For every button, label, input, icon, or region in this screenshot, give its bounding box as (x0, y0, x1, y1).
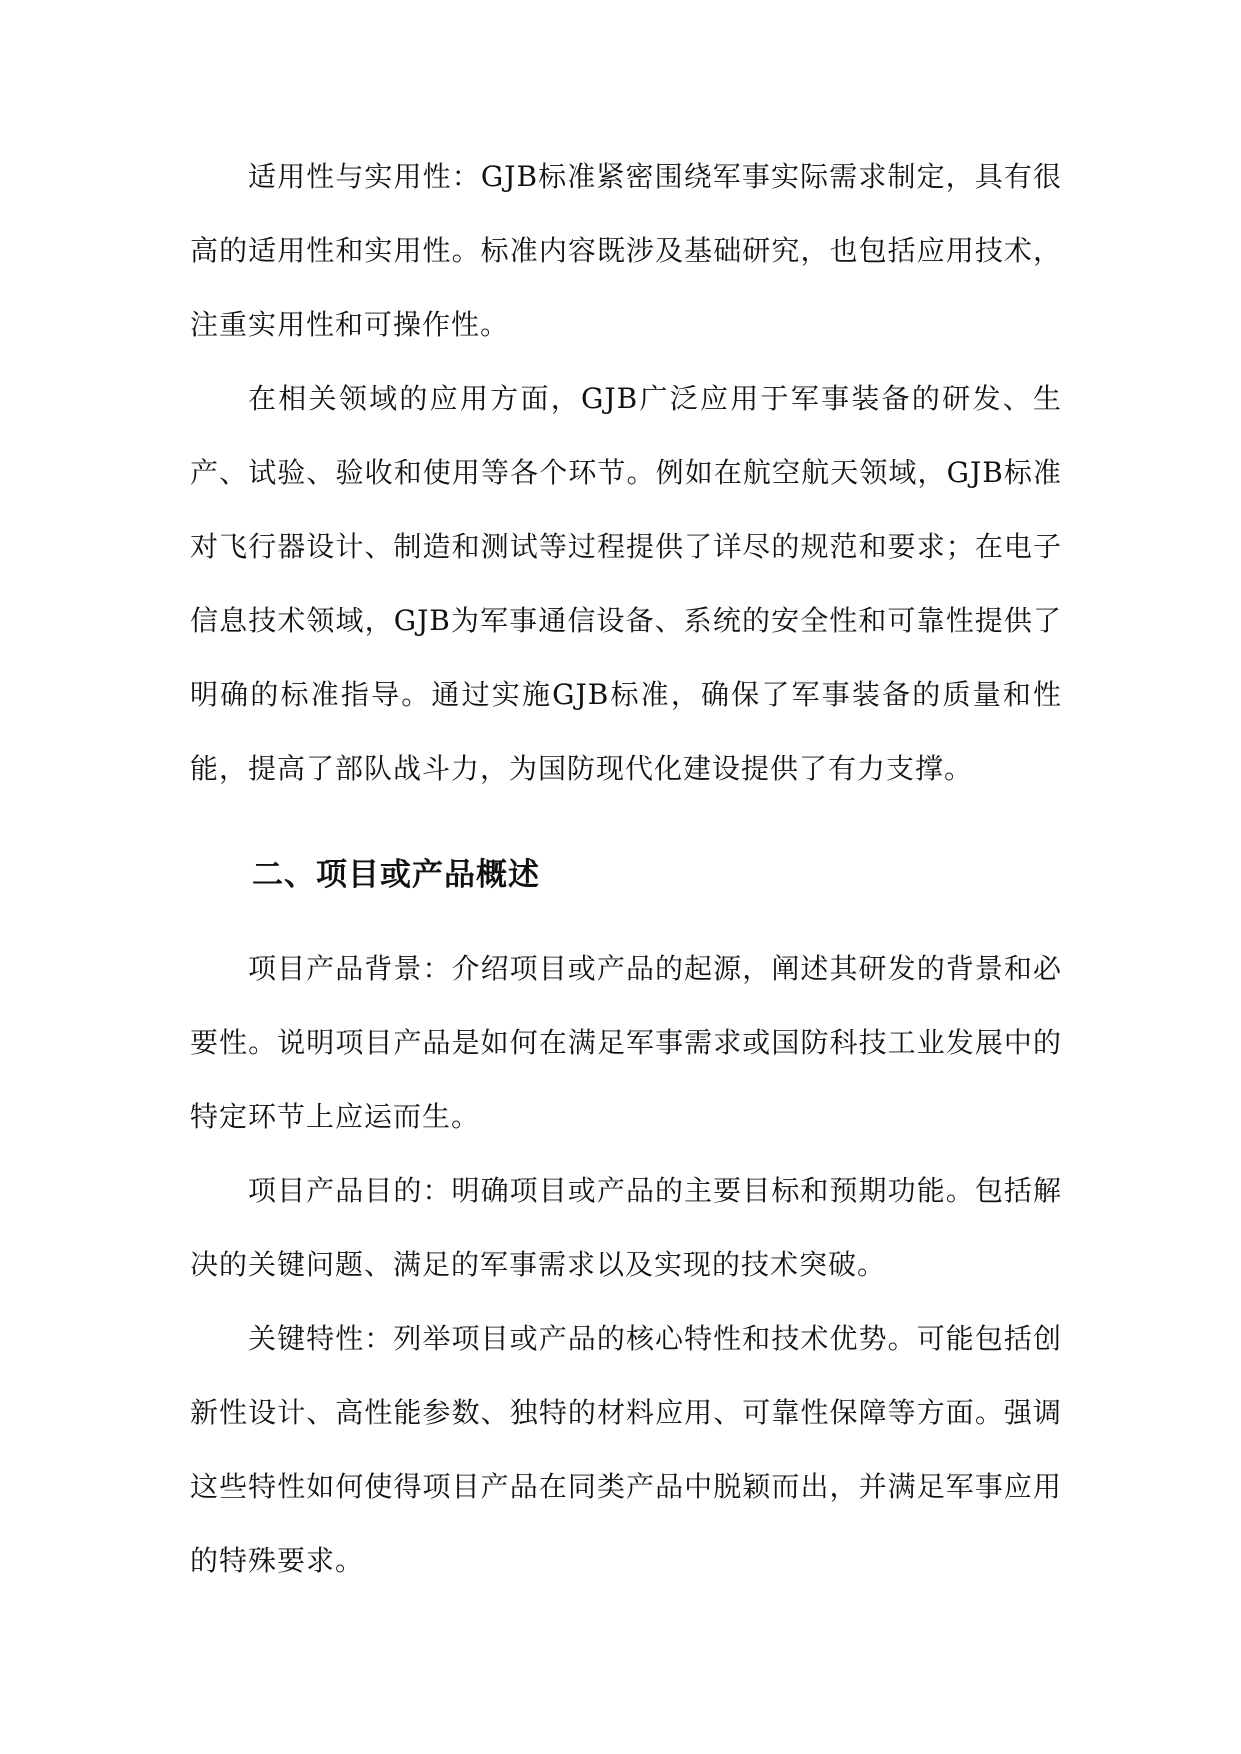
paragraph-product-purpose: 项目产品目的：明确项目或产品的主要目标和预期功能。包括解决的关键问题、满足的军事需求以及实现的技术突破。 (190, 1174, 1062, 1281)
paragraph-applicability: 适用性与实用性：GJB标准紧密围绕军事实际需求制定，具有很高的适用性和实用性。标准内容既涉及基础研究，也包括应用技术，注重实用性和可操作性。 (190, 160, 1062, 341)
paragraph-key-features: 关键特性：列举项目或产品的核心特性和技术优势。可能包括创新性设计、高性能参数、独特的材料应用、可靠性保障等方面。强调这些特性如何使得项目产品在同类产品中脱颖而出，并满足军事应用的特殊要求。 (190, 1322, 1062, 1577)
section-heading: 二、项目或产品概述 (252, 857, 540, 893)
paragraph-application-fields: 在相关领域的应用方面，GJB广泛应用于军事装备的研发、生产、试验、验收和使用等各个环节。例如在航空航天领域，GJB标准对飞行器设计、制造和测试等过程提供了详尽的规范和要求；在电子信息技术领域，GJB为军事通信设备、系统的安全性和可靠性提供了明确的标准指导。通过实施GJB标准，确保了军事装备的质量和性能，提高了部队战斗力，为国防现代化建设提供了有力支撑。 (190, 382, 1062, 785)
document-body (190, 140, 1062, 1598)
paragraph-product-background: 项目产品背景：介绍项目或产品的起源，阐述其研发的背景和必要性。说明项目产品是如何在满足军事需求或国防科技工业发展中的特定环节上应运而生。 (190, 952, 1062, 1133)
